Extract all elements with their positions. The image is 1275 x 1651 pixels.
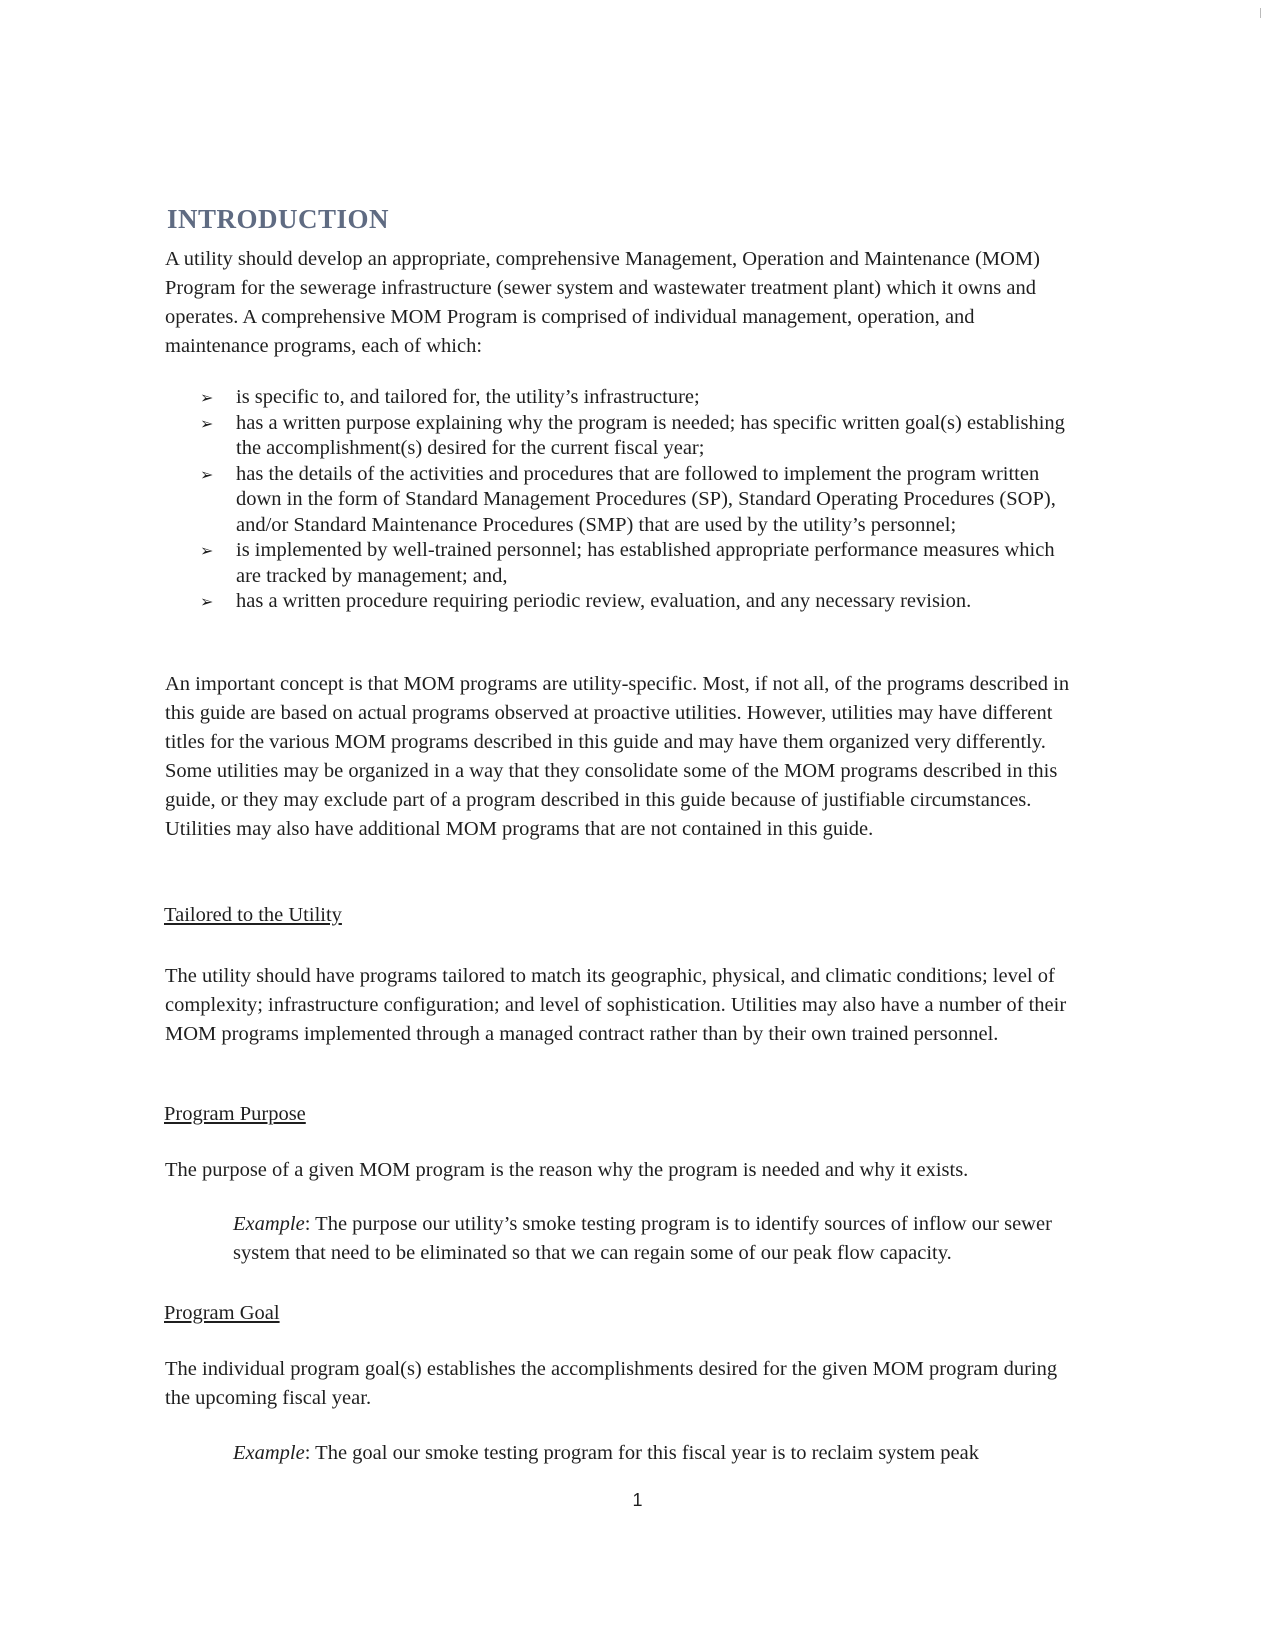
goal-subheading: Program Goal [164,1302,280,1324]
example-label: Example [233,1213,305,1235]
list-item-text: has a written purpose explaining why the program is needed; has specific written goal(s) establishing the accomplishment(s) desired for the current fiscal year; [236,411,1065,459]
arrowhead-bullet-icon: ➢ [200,464,214,484]
scan-mark [1260,8,1261,18]
goal-paragraph: The individual program goal(s) establishes the accomplishments desired for the given MOM program during the upcoming fiscal year. [165,1358,1058,1409]
list-item-text: has a written procedure requiring periodic review, evaluation, and any necessary revision. [236,590,972,612]
purpose-subheading: Program Purpose [164,1103,306,1125]
example-text: : The goal our smoke testing program for this fiscal year is to reclaim system peak [304,1442,979,1464]
list-item [200,411,1080,462]
list-item [200,589,1080,615]
program-criteria-list [200,385,1080,615]
list-item [200,385,1080,411]
list-item-text: is implemented by well-trained personnel; has established appropriate performance measures which are tracked by management; and, [236,539,1055,587]
tailored-paragraph: The utility should have programs tailored to match its geographic, physical, and climatic conditions; level of complexity; infrastructure configuration; and level of sophistication. Utilities may also have a number of their MOM programs implemented through a managed contract rather than by their own trained personnel. [165,965,1067,1045]
intro-paragraph: A utility should develop an appropriate, comprehensive Management, Operation and Maintenance (MOM) Program for the sewerage infrastructure (sewer system and wastewater treatment plant) which it owns and operates. A comprehensive MOM Program is comprised of individual management, operation, and maintenance programs, each of which: [165,248,1040,357]
example-label: Example [233,1442,305,1464]
arrowhead-bullet-icon: ➢ [200,413,214,433]
list-item [200,538,1080,589]
arrowhead-bullet-icon: ➢ [200,592,214,611]
page-number: 1 [632,1490,643,1510]
purpose-example [233,1210,1083,1268]
section-heading: INTRODUCTION [167,204,390,234]
list-item-text: is specific to, and tailored for, the utility’s infrastructure; [236,386,700,408]
tailored-subheading: Tailored to the Utility [164,904,342,926]
purpose-paragraph: The purpose of a given MOM program is the reason why the program is needed and why it exists. [165,1159,969,1181]
arrowhead-bullet-icon: ➢ [200,388,214,407]
concept-paragraph: An important concept is that MOM programs are utility-specific. Most, if not all, of the programs described in this guide are based on actual programs observed at proactive utilities. However, utilities may have different titles for the various MOM programs described in this guide and may have them organized very differently. Some utilities may be organized in a way that they consolidate some of the MOM programs described in this guide, or they may exclude part of a program described in this guide because of justifiable circumstances. Utilities may also have additional MOM programs that are not contained in this guide. [165,673,1070,840]
arrowhead-bullet-icon: ➢ [200,541,214,560]
list-item-text: has the details of the activities and procedures that are followed to implement the program written down in the form of Standard Management Procedures (SP), Standard Operating Procedures (SOP), and/or Standard Maintenance Procedures (SMP) that are used by the utility’s personnel; [236,462,1056,536]
goal-example [233,1439,1083,1468]
list-item [200,462,1080,539]
example-text: : The purpose our utility’s smoke testing program is to identify sources of inflow our sewer system that need to be eliminated so that we can regain some of our peak flow capacity. [233,1213,1052,1264]
